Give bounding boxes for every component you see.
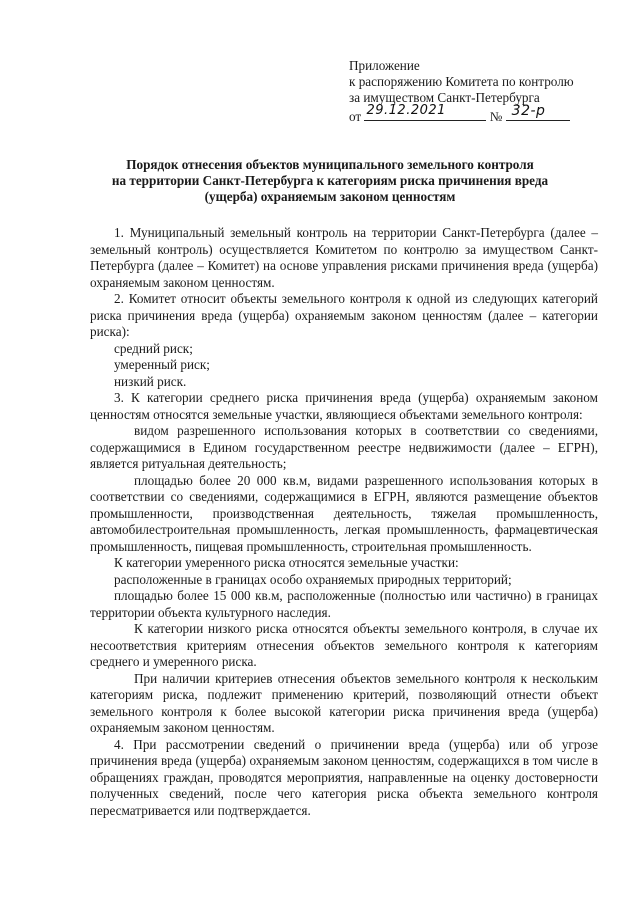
paragraph-3: 3. К категории среднего риска причинения вреда (ущерба) охраняемым законом ценностям относятся земельные участки, являющиеся объектами земельного контроля: [90,390,598,422]
annex-title: Приложение [349,58,420,73]
document-body [90,225,598,819]
paragraph-1: 1. Муниципальный земельный контроль на территории Санкт-Петербурга (далее – земельный контроль) осуществляется Комитетом по контролю за имуществом Санкт-Петербурга (далее – Комитет) на основе управления рисками причинения вреда (ущерба) охраняемым законом ценностям. [90,225,598,290]
risk-item-low: низкий риск. [114,373,187,389]
paragraph-5: К категории низкого риска относятся объекты земельного контроля, в случае их несоответствия критериям отнесения объектов земельного контроля к категориям среднего и умеренного риска. [90,621,598,669]
number-label: № [489,109,503,124]
annex-date-number-line [349,103,609,125]
annex-ref-line-1: к распоряжению Комитета по контролю [349,74,574,89]
title-line-1: Порядок отнесения объектов муниципального земельного контроля [126,157,534,172]
paragraph-2: 2. Комитет относит объекты земельного контроля к одной из следующих категорий риска причинения вреда (ущерба) охраняемым законом ценностям (далее – категории риска): [90,291,598,339]
number-field [506,103,570,121]
handwritten-number: 32-р [511,103,546,119]
paragraph-7: 4. При рассмотрении сведений о причинении вреда (ущерба) или об угрозе причинения вреда (ущерба) охраняемым законом ценностям, содержащихся в том числе в обращениях граждан, проводятся мероприятия, направленные на оценку достоверности полученных сведений, после чего категория риска объекта земельного контроля пересматривается или подтверждается. [90,736,598,818]
title-line-3: (ущерба) охраняемым законом ценностям [204,189,456,204]
annex-header [349,58,609,125]
paragraph-4b: площадью более 15 000 кв.м, расположенные (полностью или частично) в границах территории объекта культурного наследия. [90,588,598,620]
date-field [364,103,486,121]
paragraph-4a: расположенные в границах особо охраняемых природных территорий; [114,571,512,587]
paragraph-4: К категории умеренного риска относятся земельные участки: [114,555,459,570]
from-label: от [349,109,362,124]
paragraph-3a: видом разрешенного использования которых в соответствии со сведениями, содержащимися в Едином государственном реестре недвижимости (далее – ЕГРН), является ритуальная деятельность; [90,423,598,471]
document-title [70,157,590,205]
title-line-2: на территории Санкт-Петербурга к категориям риска причинения вреда [111,173,549,188]
paragraph-3b: площадью более 20 000 кв.м, видами разрешенного использования которых в соответствии со сведениями, содержащимися в ЕГРН, являются размещение объектов промышленности, производственная деятельность, тяжелая промышленность, автомобилестроительная промышленность, легкая промышленность, фармацевтическая промышленность, пищевая промышленность, строительная промышленность. [90,472,598,554]
risk-item-moderate: умеренный риск; [114,357,210,372]
annex-ref-line-2: за имуществом Санкт-Петербурга [349,90,540,105]
risk-item-medium: средний риск; [114,340,193,356]
paragraph-6: При наличии критериев отнесения объектов земельного контроля к нескольким категориям риска, подлежит применению критерий, позволяющий отнести объект земельного контроля к более высокой категории риска причинения вреда (ущерба) охраняемым законом ценностям. [90,670,598,735]
handwritten-date: 29.12.2021 [366,103,446,118]
